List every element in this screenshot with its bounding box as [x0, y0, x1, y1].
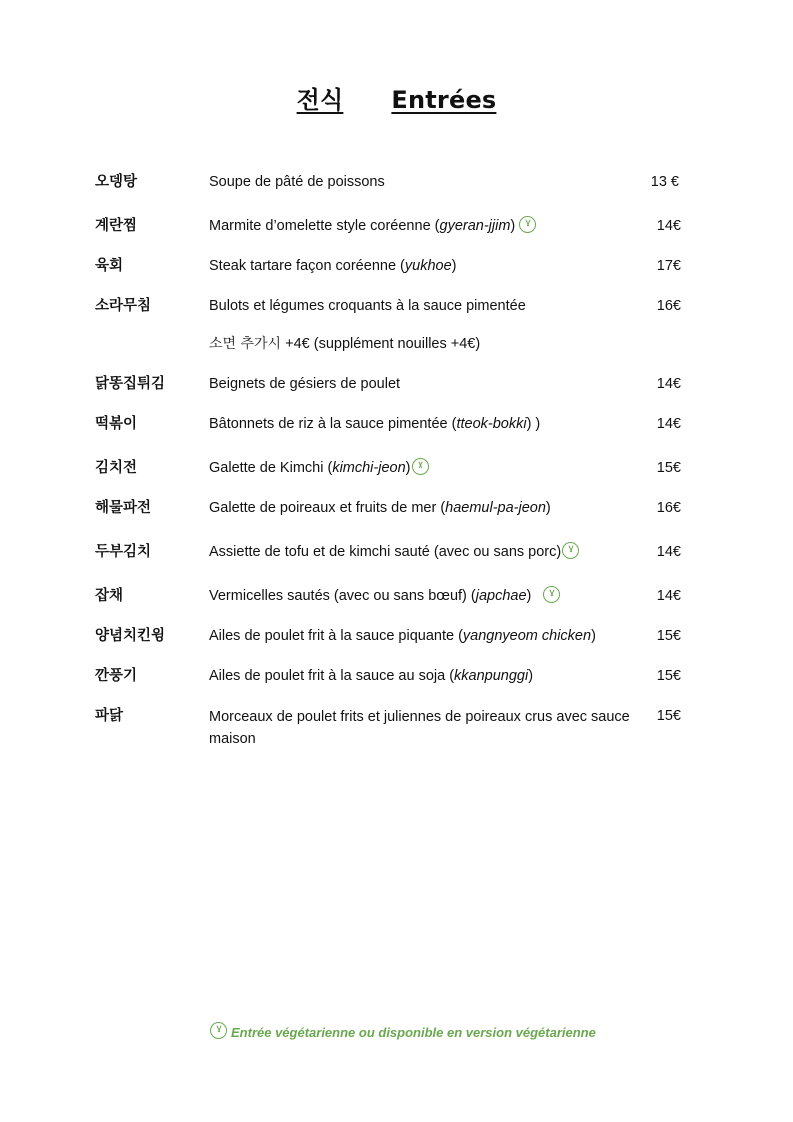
item-description: Galette de Kimchi (kimchi-jeon)	[209, 458, 639, 478]
item-price: 15€	[656, 708, 681, 724]
title-korean: 전식	[296, 86, 344, 114]
item-description: Ailes de poulet frit à la sauce piquante (yangnyeom chicken)	[209, 628, 596, 644]
item-price: 16€	[656, 500, 681, 516]
item-korean-name: 소라무침	[95, 298, 152, 314]
item-description: Ailes de poulet frit à la sauce au soja (kkanpunggi)	[209, 668, 534, 684]
item-price: 17€	[656, 258, 681, 274]
title-french: Entrées	[391, 86, 497, 114]
item-price: 15€	[656, 460, 681, 476]
item-description: Galette de poireaux et fruits de mer (haemul-pa-jeon)	[209, 500, 551, 516]
item-description: Steak tartare façon coréenne (yukhoe)	[209, 258, 457, 274]
item-korean-name: 파닭	[95, 708, 124, 724]
item-korean-name: 잡채	[95, 588, 124, 604]
item-korean-name: 닭똥집튀김	[95, 376, 166, 392]
item-description: Beignets de gésiers de poulet	[209, 376, 401, 392]
supplement-text: 소면 추가시 +4€ (supplément nouilles +4€)	[209, 336, 481, 352]
item-price: 16€	[656, 298, 681, 314]
item-korean-name: 해물파전	[95, 500, 152, 516]
item-korean-name: 김치전	[95, 460, 138, 476]
item-description: Bulots et légumes croquants à la sauce pimentée	[209, 298, 526, 314]
vegetarian-icon	[210, 1022, 227, 1039]
item-description: Vermicelles sautés (avec ou sans bœuf) (japchae)	[209, 586, 639, 606]
item-description: Morceaux de poulet frits et juliennes de poireaux crus avec sauce maison	[209, 709, 630, 747]
vegetarian-footnote: Entrée végétarienne ou disponible en version végétarienne	[210, 1022, 596, 1040]
vegetarian-icon	[562, 542, 579, 559]
item-price: 15€	[656, 668, 681, 684]
item-description: Marmite d’omelette style coréenne (gyeran-jjim)	[209, 216, 639, 236]
item-price: 14€	[656, 376, 681, 392]
vegetarian-icon	[543, 586, 560, 603]
item-korean-name: 떡볶이	[95, 416, 138, 432]
item-korean-name: 깐풍기	[95, 668, 138, 684]
item-korean-name: 양념치킨윙	[95, 628, 166, 644]
item-price: 15€	[656, 628, 681, 644]
item-korean-name: 두부김치	[95, 544, 152, 560]
item-korean-name: 계란찜	[95, 218, 138, 234]
item-korean-name: 오뎅탕	[95, 174, 138, 190]
item-description: Assiette de tofu et de kimchi sauté (avec ou sans porc)	[209, 542, 639, 562]
item-description: Soupe de pâté de poissons	[209, 174, 385, 190]
item-price: 14€	[656, 218, 681, 234]
item-price: 14€	[656, 416, 681, 432]
item-price: 14€	[656, 544, 681, 560]
item-price: 13 €	[650, 174, 679, 190]
page-title	[0, 80, 793, 115]
item-price: 14€	[656, 588, 681, 604]
item-korean-name: 육회	[95, 258, 124, 274]
item-description: Bâtonnets de riz à la sauce pimentée (tteok-bokki) )	[209, 416, 541, 432]
vegetarian-icon	[412, 458, 429, 475]
vegetarian-icon	[519, 216, 536, 233]
